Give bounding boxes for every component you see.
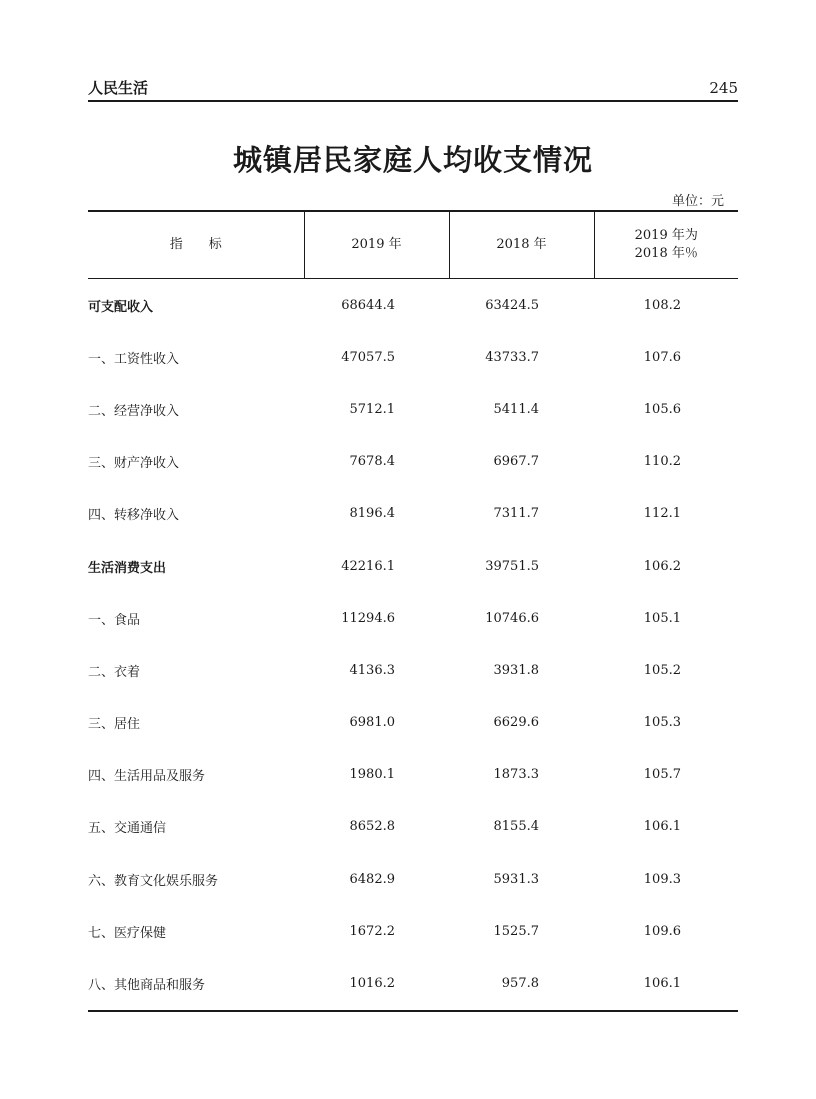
row-value-2019: 5712.1 xyxy=(349,401,395,417)
row-indicator: 二、经营净收入 xyxy=(88,403,180,419)
row-indicator: 一、工资性收入 xyxy=(88,351,180,367)
header-2019: 2019 年 xyxy=(304,211,449,279)
table-row xyxy=(88,331,738,383)
row-indicator: 三、财产净收入 xyxy=(88,456,180,472)
header-ratio-line-2: 2018 年％ xyxy=(634,246,698,261)
row-value-2018: 43733.7 xyxy=(485,349,539,365)
table-row xyxy=(88,540,738,592)
table-row xyxy=(88,905,738,957)
row-ratio: 110.2 xyxy=(643,454,681,470)
header-indicator-char-1: 指 xyxy=(169,237,183,252)
row-value-2018: 10746.6 xyxy=(485,610,539,626)
row-value-2019: 7678.4 xyxy=(349,454,395,470)
row-value-2019: 4136.3 xyxy=(349,662,395,678)
row-indicator: 七、医疗保健 xyxy=(88,925,167,941)
row-indicator: 六、教育文化娱乐服务 xyxy=(88,873,219,889)
row-value-2018: 6967.7 xyxy=(493,454,539,470)
row-indicator: 五、交通通信 xyxy=(88,821,167,837)
header-ratio xyxy=(594,211,738,279)
row-indicator: 可支配收入 xyxy=(88,299,154,315)
table-row xyxy=(88,853,738,905)
row-value-2018: 8155.4 xyxy=(493,819,539,835)
row-value-2018: 6629.6 xyxy=(493,715,539,731)
table-row xyxy=(88,383,738,435)
row-value-2018: 63424.5 xyxy=(485,297,539,313)
row-ratio: 105.3 xyxy=(643,715,681,731)
table-row xyxy=(88,436,738,488)
table-row xyxy=(88,749,738,801)
row-ratio: 106.1 xyxy=(643,976,681,992)
row-value-2018: 7311.7 xyxy=(493,506,539,522)
table-header-row xyxy=(88,211,738,279)
table-row xyxy=(88,488,738,540)
row-value-2019: 1016.2 xyxy=(349,976,395,992)
row-value-2019: 8652.8 xyxy=(349,819,395,835)
row-ratio: 105.6 xyxy=(643,401,681,417)
row-value-2019: 8196.4 xyxy=(349,506,395,522)
row-value-2019: 6482.9 xyxy=(349,871,395,887)
row-ratio: 105.7 xyxy=(643,767,681,783)
page-number: 245 xyxy=(709,79,738,97)
row-value-2018: 5931.3 xyxy=(493,871,539,887)
header-indicator xyxy=(88,211,304,279)
row-ratio: 112.1 xyxy=(643,506,681,522)
row-value-2019: 1672.2 xyxy=(349,923,395,939)
row-value-2019: 42216.1 xyxy=(341,558,395,574)
header-ratio-line-1: 2019 年为 xyxy=(634,228,698,243)
row-value-2018: 39751.5 xyxy=(485,558,539,574)
table-row xyxy=(88,957,738,1010)
table-row xyxy=(88,697,738,749)
row-indicator: 八、其他商品和服务 xyxy=(88,978,206,994)
row-ratio: 107.6 xyxy=(643,349,681,365)
row-ratio: 109.3 xyxy=(643,871,681,887)
row-indicator: 二、衣着 xyxy=(88,664,141,680)
table-row xyxy=(88,644,738,696)
row-value-2018: 1873.3 xyxy=(493,767,539,783)
row-value-2018: 5411.4 xyxy=(493,401,539,417)
table-row xyxy=(88,801,738,853)
row-value-2019: 47057.5 xyxy=(341,349,395,365)
row-ratio: 105.1 xyxy=(643,610,681,626)
row-value-2019: 68644.4 xyxy=(341,297,395,313)
row-value-2018: 1525.7 xyxy=(493,923,539,939)
row-indicator: 四、转移净收入 xyxy=(88,508,180,524)
row-value-2018: 957.8 xyxy=(501,976,539,992)
table-body xyxy=(88,279,738,1011)
table-row xyxy=(88,279,738,332)
section-title: 人民生活 xyxy=(88,79,149,97)
page-header xyxy=(88,78,738,102)
row-ratio: 105.2 xyxy=(643,662,681,678)
table-title: 城镇居民家庭人均收支情况 xyxy=(232,143,593,177)
row-value-2019: 1980.1 xyxy=(349,767,395,783)
unit-label: 单位：元 xyxy=(671,194,724,209)
row-indicator: 生活消费支出 xyxy=(88,560,167,576)
row-indicator: 一、食品 xyxy=(88,612,141,628)
income-expenditure-table xyxy=(88,210,738,1012)
header-indicator-char-2: 标 xyxy=(208,237,222,252)
row-indicator: 四、生活用品及服务 xyxy=(88,769,206,785)
row-value-2018: 3931.8 xyxy=(493,662,539,678)
table-row xyxy=(88,592,738,644)
row-ratio: 108.2 xyxy=(643,297,681,313)
row-value-2019: 6981.0 xyxy=(349,715,395,731)
row-value-2019: 11294.6 xyxy=(341,610,395,626)
row-indicator: 三、居住 xyxy=(88,717,141,733)
row-ratio: 106.2 xyxy=(643,558,681,574)
row-ratio: 106.1 xyxy=(643,819,681,835)
row-ratio: 109.6 xyxy=(643,923,681,939)
header-2018: 2018 年 xyxy=(449,211,594,279)
